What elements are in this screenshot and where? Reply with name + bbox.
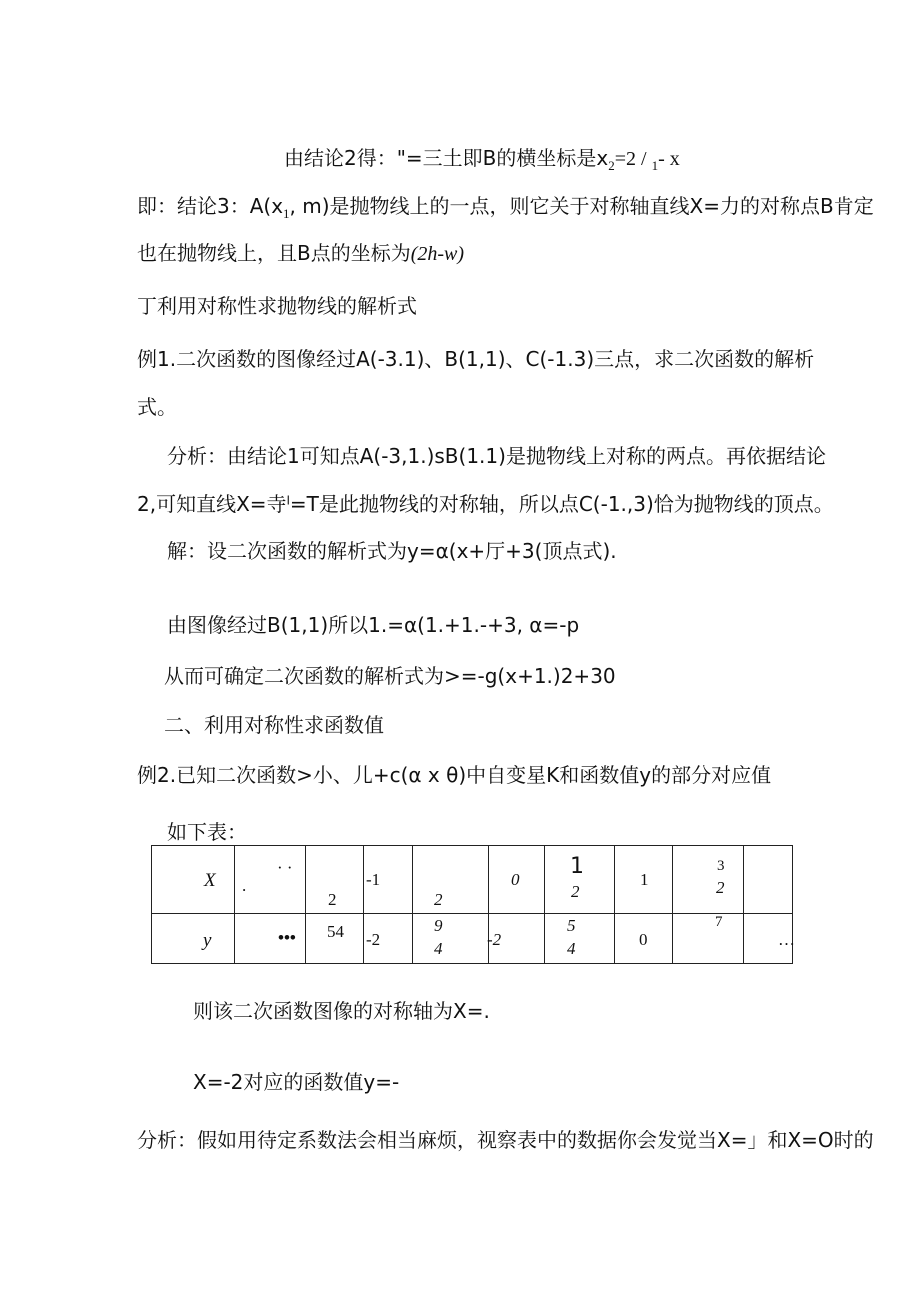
conclusion3-text-b: , m)是抛物线上的一点，则它关于对称轴直线X=力的对称点B肯定 [289, 194, 874, 218]
table-value: -1 [366, 870, 381, 889]
table-value: 2 [434, 890, 443, 909]
table-row [152, 846, 793, 914]
table-cell [235, 914, 306, 964]
conclusion3-text-c: 也在抛物线上，且B点的坐标为 [137, 241, 411, 265]
ellipsis-mark: … [778, 930, 795, 949]
table-cell [413, 846, 489, 914]
conclusion2-line [284, 145, 680, 179]
table-cell [545, 846, 615, 914]
solution-line-1: 解：设二次函数的解析式为y=α(x+厅+3(顶点式). [167, 539, 617, 563]
row-label-x: X [204, 870, 216, 891]
table-cell [306, 846, 364, 914]
conclusion3-line [137, 193, 874, 227]
table-cell [673, 914, 744, 964]
fraction-denominator: 4 [434, 939, 443, 958]
table-cell [306, 914, 364, 964]
table-value: 54 [327, 922, 344, 941]
table-cell [152, 846, 235, 914]
subscript: 1 [283, 206, 290, 221]
fraction-denominator: 4 [567, 939, 576, 958]
ellipsis-mark: ••• [278, 928, 296, 947]
analysis1-line-2: 2,可知直线X=寺ˡ=T是此抛物线的对称轴，所以点C(-1.,3)恰为抛物线的顶点。 [137, 492, 834, 516]
row-label-y: y [203, 930, 212, 951]
example1-line-2: 式。 [137, 395, 177, 419]
question-value: X=-2对应的函数值y=- [193, 1070, 400, 1094]
table-cell [744, 846, 793, 914]
table-value: 2 [328, 890, 337, 909]
table-cell [364, 914, 413, 964]
table-cell [615, 914, 673, 964]
table-cell [413, 914, 489, 964]
fraction-numerator: 3 [717, 858, 725, 874]
table-value: 7 [715, 914, 723, 930]
subscript: 1 [651, 158, 659, 173]
section-heading-2: 二、利用对称性求函数值 [164, 713, 384, 737]
table-row [152, 914, 793, 964]
conclusion3-text-a: 即：结论3：A(x [137, 194, 284, 218]
conclusion2-formula: =2 / [614, 148, 652, 170]
fraction-numerator: 9 [434, 916, 443, 935]
table-cell [152, 914, 235, 964]
question-axis: 则该二次函数图像的对称轴为X=. [193, 999, 490, 1023]
table-value: -2 [487, 930, 502, 949]
table-cell [545, 914, 615, 964]
table-cell [489, 914, 545, 964]
value-table [151, 845, 793, 964]
ellipsis-mark: · · [277, 858, 293, 877]
table-intro: 如下表： [167, 820, 247, 844]
fraction-numerator: 1 [570, 854, 584, 879]
table-value: -2 [366, 930, 381, 949]
table-cell [744, 914, 793, 964]
example2-line-1: 例2.已知二次函数>小、儿+c(α x θ)中自变星K和函数值y的部分对应值 [137, 763, 772, 787]
point-coordinate: (2h-w) [410, 243, 465, 265]
fraction-denominator: 2 [716, 878, 725, 897]
table-cell [489, 846, 545, 914]
subscript: 2 [608, 158, 615, 173]
table-cell [364, 846, 413, 914]
conclusion2-text: 由结论2得："=三土即B的横坐标是x [284, 146, 609, 170]
table-value: 1 [640, 870, 649, 889]
table-cell [673, 846, 744, 914]
table-value: 0 [639, 930, 648, 949]
example1-line-1: 例1.二次函数的图像经过A(-3.1)、B(1,1)、C(-1.3)三点，求二次函数的解析 [137, 347, 815, 371]
analysis1-line-1: 分析：由结论1可知点A(-3,1.)sB(1.1)是抛物线上对称的两点。再依据结论 [167, 444, 826, 468]
conclusion2-end: - x [658, 148, 680, 170]
solution-line-3: 从而可确定二次函数的解析式为>=-g(x+1.)2+30 [164, 664, 616, 688]
solution-line-2: 由图像经过B(1,1)所以1.=α(1.+1.-+3, α=-p [167, 613, 580, 637]
section-heading-1: 丁利用对称性求抛物线的解析式 [137, 294, 417, 318]
fraction-denominator: 2 [571, 882, 580, 901]
table-cell [615, 846, 673, 914]
ellipsis-mark: . [242, 876, 247, 895]
table-cell [235, 846, 306, 914]
analysis2-line: 分析：假如用待定系数法会相当麻烦，视察表中的数据你会发觉当X=」和X=O时的 [137, 1128, 874, 1152]
table-value: 0 [511, 870, 520, 889]
conclusion3-line-2 [137, 240, 464, 267]
fraction-numerator: 5 [567, 916, 576, 935]
